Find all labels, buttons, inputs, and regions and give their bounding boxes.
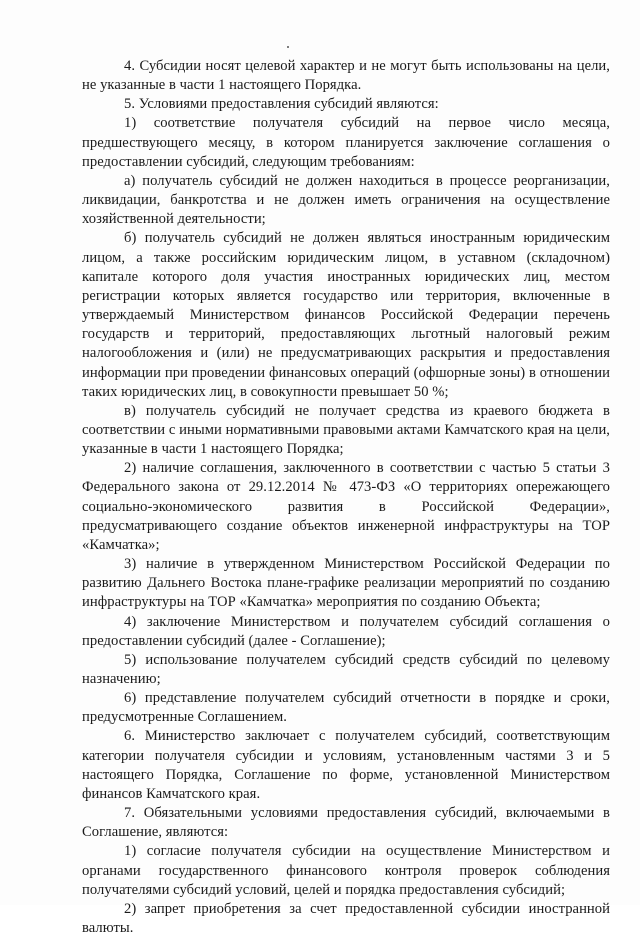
paragraph-5-1-a: а) получатель субсидий не должен находиться в процессе реорганизации, ликвидации, банкротства и не должен иметь ограничения на осуществление хозяйственной деятельности; (82, 172, 610, 228)
scan-speck (287, 46, 289, 48)
paragraph-5-1: 1) соответствие получателя субсидий на первое число месяца, предшествующего месяцу, в котором планируется заключение соглашения о предоставлении субсидий, следующим требованиям: (82, 115, 610, 170)
document-body (82, 57, 610, 938)
paragraph-5-4: 4) заключение Министерством и получателем субсидий соглашения о предоставлении субсидий (далее - Соглашение); (82, 613, 610, 649)
paragraph-5-2: 2) наличие соглашения, заключенного в соответствии с частью 5 статьи 3 Федерального закона от 29.12.2014 № 473-ФЗ «О территориях опережающего социально-экономического развития в Российской Федерации», предусматривающего создание объектов инженерной инфраструктуры на ТОР «Камчатка»; (82, 460, 610, 553)
paragraph-5-5: 5) использование получателем субсидий средств субсидий по целевому назначению; (82, 651, 610, 687)
paragraph-5-6: 6) представление получателем субсидий отчетности в порядке и сроки, предусмотренные Соглашением. (82, 690, 610, 726)
paragraph-clause-4: 4. Субсидии носят целевой характер и не могут быть использованы на цели, не указанные в части 1 настоящего Порядка. (82, 58, 610, 94)
paragraph-clause-7: 7. Обязательными условиями предоставления субсидий, включаемыми в Соглашение, являются: (82, 805, 610, 841)
paragraph-7-2: 2) запрет приобретения за счет предоставленной субсидии иностранной валюты. (82, 900, 610, 937)
paragraph-5-1-v: в) получатель субсидий не получает средства из краевого бюджета в соответствии с иными нормативными правовыми актами Камчатского края на цели, указанные в части 1 настоящего Порядка; (82, 402, 610, 458)
paragraph-clause-6: 6. Министерство заключает с получателем субсидий, соответствующим категории получателя субсидии и условиям, установленным частями 3 и 5 настоящего Порядка, Соглашение по форме, установленной Министерством финансов Камчатского края. (82, 728, 610, 802)
paragraph-7-1: 1) согласие получателя субсидии на осуществление Министерством и органами государственного финансового контроля проверок соблюдения получателями субсидий условий, целей и порядка предоставления субсидий; (82, 843, 610, 898)
paragraph-5-1-b: б) получатель субсидий не должен являться иностранным юридическим лицом, а также российским юридическим лицом, в уставном (складочном) капитале которого доля участия иностранных юридических лиц, местом регистрации которых является государство или территория, включенные в утверждаемый Министерством финансов Российской Федерации перечень государств и территорий, предоставляющих льготный налоговый режим налогообложения и (или) не предусматривающих раскрытия и предоставления информации при проведении финансовых операций (офшорные зоны) в отношении таких юридических лиц, в совокупности превышает 50 %; (82, 230, 610, 400)
paragraph-5-3: 3) наличие в утвержденном Министерством Российской Федерации по развитию Дальнего Востока плане-графике реализации мероприятий по созданию инфраструктуры на ТОР «Камчатка» мероприятия по созданию Объекта; (82, 556, 610, 611)
paragraph-clause-5: 5. Условиями предоставления субсидий являются: (124, 96, 439, 113)
